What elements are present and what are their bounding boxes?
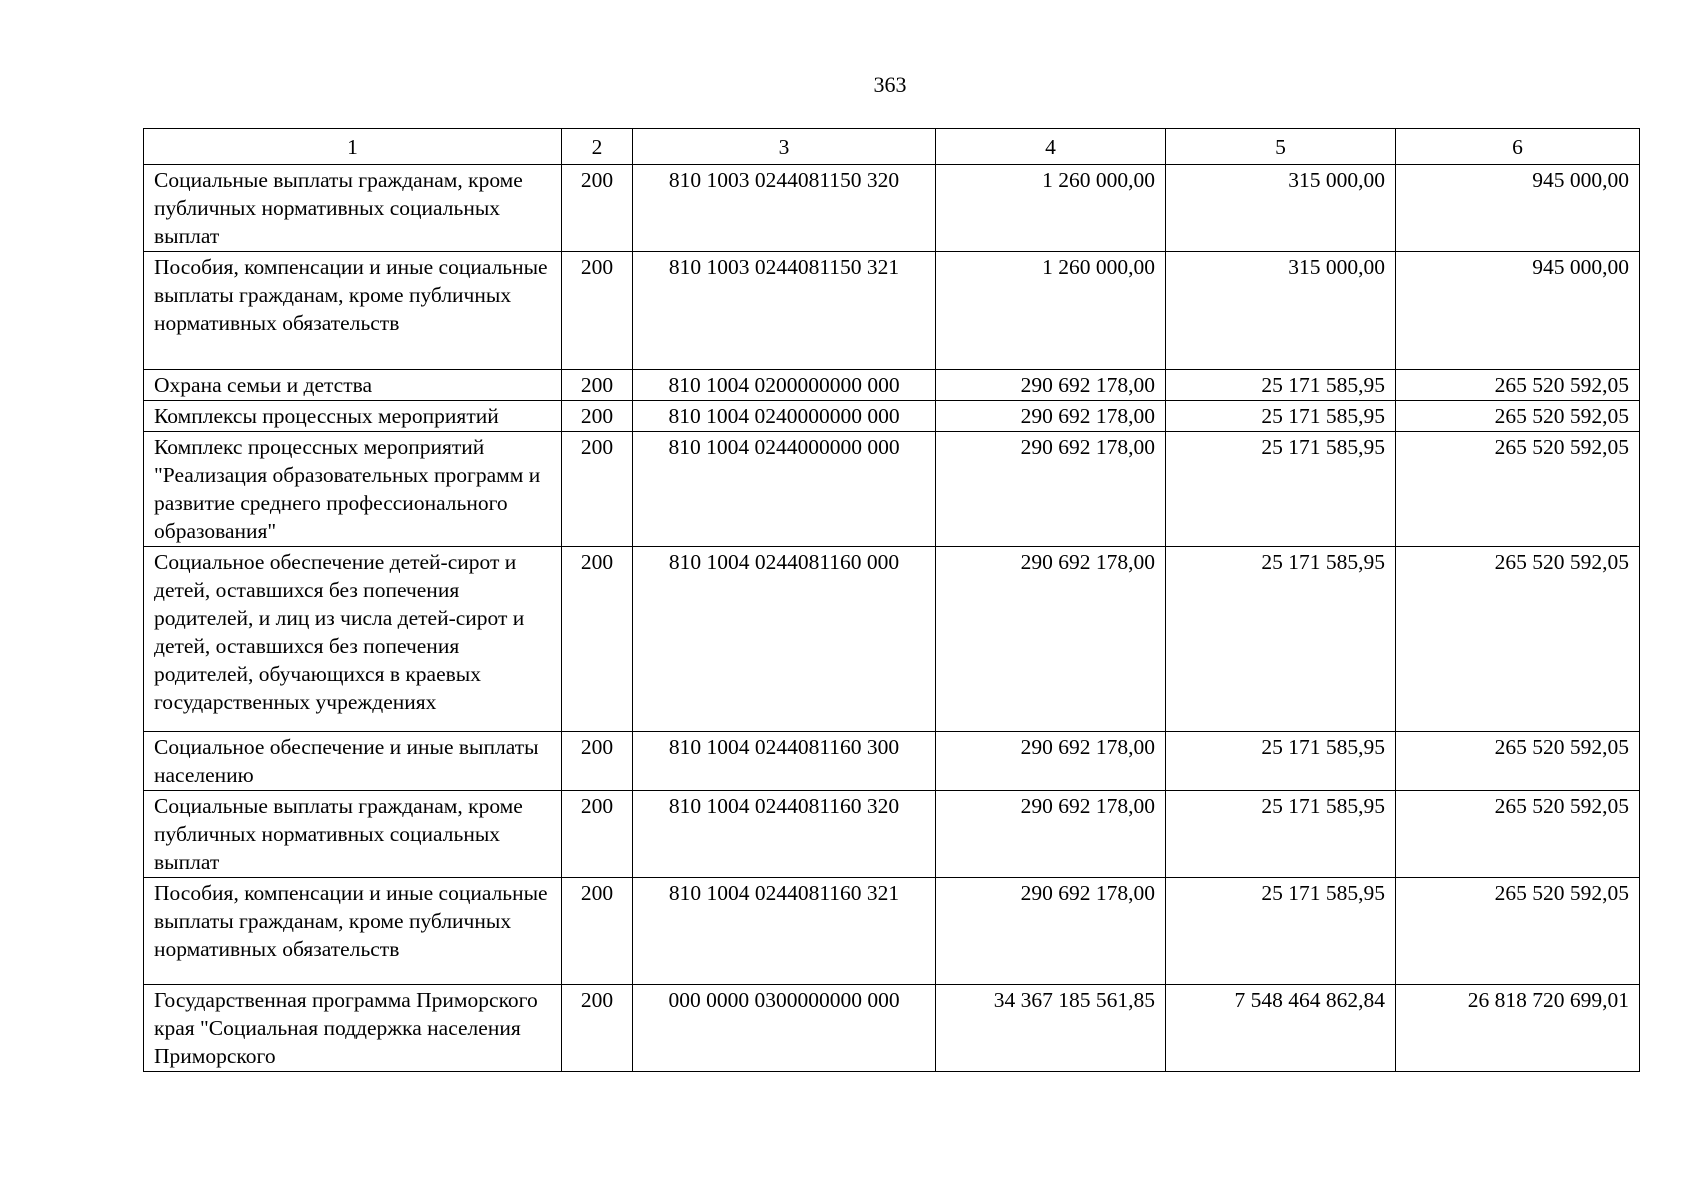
budget-code-cell: 000 0000 0300000000 000: [633, 985, 936, 1072]
amount-col4-cell: 290 692 178,00: [936, 432, 1166, 547]
column-2-cell: 200: [562, 165, 633, 252]
budget-code-cell: 810 1003 0244081150 321: [633, 252, 936, 370]
amount-col6-cell: 265 520 592,05: [1396, 791, 1640, 878]
table-row: [144, 985, 1640, 1072]
column-2-cell: 200: [562, 432, 633, 547]
column-number-header: 6: [1396, 129, 1640, 165]
item-name-cell: Охрана семьи и детства: [144, 370, 562, 401]
table-row: [144, 252, 1640, 370]
item-name-cell: Социальное обеспечение и иные выплаты населению: [144, 732, 562, 791]
column-2-cell: 200: [562, 878, 633, 985]
column-2-cell: 200: [562, 732, 633, 791]
column-2-cell: 200: [562, 791, 633, 878]
amount-col5-cell: 7 548 464 862,84: [1166, 985, 1396, 1072]
amount-col4-cell: 34 367 185 561,85: [936, 985, 1166, 1072]
budget-code-cell: 810 1004 0244081160 000: [633, 547, 936, 732]
column-number-header: 4: [936, 129, 1166, 165]
item-name-cell: Комплексы процессных мероприятий: [144, 401, 562, 432]
amount-col4-cell: 290 692 178,00: [936, 732, 1166, 791]
item-name-cell: Пособия, компенсации и иные социальные выплаты гражданам, кроме публичных нормативных обязательств: [144, 878, 562, 985]
amount-col6-cell: 945 000,00: [1396, 252, 1640, 370]
amount-col6-cell: 26 818 720 699,01: [1396, 985, 1640, 1072]
table-row: [144, 432, 1640, 547]
table-header-row: [144, 129, 1640, 165]
table-row: [144, 370, 1640, 401]
amount-col4-cell: 1 260 000,00: [936, 252, 1166, 370]
amount-col6-cell: 945 000,00: [1396, 165, 1640, 252]
amount-col5-cell: 25 171 585,95: [1166, 791, 1396, 878]
amount-col5-cell: 25 171 585,95: [1166, 401, 1396, 432]
budget-code-cell: 810 1004 0244000000 000: [633, 432, 936, 547]
amount-col5-cell: 25 171 585,95: [1166, 432, 1396, 547]
amount-col4-cell: 1 260 000,00: [936, 165, 1166, 252]
item-name-cell: Государственная программа Приморского края "Социальная поддержка населения Приморского: [144, 985, 562, 1072]
amount-col4-cell: 290 692 178,00: [936, 370, 1166, 401]
table-row: [144, 878, 1640, 985]
budget-code-cell: 810 1004 0244081160 300: [633, 732, 936, 791]
column-number-header: 2: [562, 129, 633, 165]
amount-col6-cell: 265 520 592,05: [1396, 547, 1640, 732]
amount-col6-cell: 265 520 592,05: [1396, 432, 1640, 547]
item-name-cell: Комплекс процессных мероприятий "Реализация образовательных программ и развитие среднего профессионального образования": [144, 432, 562, 547]
amount-col5-cell: 25 171 585,95: [1166, 547, 1396, 732]
table-row: [144, 732, 1640, 791]
amount-col6-cell: 265 520 592,05: [1396, 370, 1640, 401]
table-row: [144, 165, 1640, 252]
amount-col5-cell: 25 171 585,95: [1166, 878, 1396, 985]
column-2-cell: 200: [562, 547, 633, 732]
table-row: [144, 547, 1640, 732]
budget-code-cell: 810 1004 0200000000 000: [633, 370, 936, 401]
amount-col4-cell: 290 692 178,00: [936, 791, 1166, 878]
amount-col4-cell: 290 692 178,00: [936, 547, 1166, 732]
amount-col5-cell: 25 171 585,95: [1166, 732, 1396, 791]
item-name-cell: Социальное обеспечение детей-сирот и детей, оставшихся без попечения родителей, и лиц из числа детей-сирот и детей, оставшихся без попечения родителей, обучающихся в краевых государственных учреждениях: [144, 547, 562, 732]
amount-col5-cell: 315 000,00: [1166, 252, 1396, 370]
table-row: [144, 791, 1640, 878]
budget-code-cell: 810 1004 0244081160 321: [633, 878, 936, 985]
amount-col5-cell: 315 000,00: [1166, 165, 1396, 252]
item-name-cell: Социальные выплаты гражданам, кроме публичных нормативных социальных выплат: [144, 165, 562, 252]
item-name-cell: Социальные выплаты гражданам, кроме публичных нормативных социальных выплат: [144, 791, 562, 878]
amount-col4-cell: 290 692 178,00: [936, 878, 1166, 985]
amount-col6-cell: 265 520 592,05: [1396, 401, 1640, 432]
table-body: [144, 129, 1640, 1072]
item-name-cell: Пособия, компенсации и иные социальные выплаты гражданам, кроме публичных нормативных обязательств: [144, 252, 562, 370]
column-2-cell: 200: [562, 401, 633, 432]
page-number: 363: [873, 72, 907, 97]
column-2-cell: 200: [562, 252, 633, 370]
column-number-header: 3: [633, 129, 936, 165]
amount-col4-cell: 290 692 178,00: [936, 401, 1166, 432]
column-2-cell: 200: [562, 370, 633, 401]
table-row: [144, 401, 1640, 432]
budget-code-cell: 810 1004 0244081160 320: [633, 791, 936, 878]
column-number-header: 1: [144, 129, 562, 165]
amount-col5-cell: 25 171 585,95: [1166, 370, 1396, 401]
budget-code-cell: 810 1004 0240000000 000: [633, 401, 936, 432]
column-2-cell: 200: [562, 985, 633, 1072]
amount-col6-cell: 265 520 592,05: [1396, 878, 1640, 985]
amount-col6-cell: 265 520 592,05: [1396, 732, 1640, 791]
column-number-header: 5: [1166, 129, 1396, 165]
budget-table: [143, 128, 1640, 1072]
budget-code-cell: 810 1003 0244081150 320: [633, 165, 936, 252]
